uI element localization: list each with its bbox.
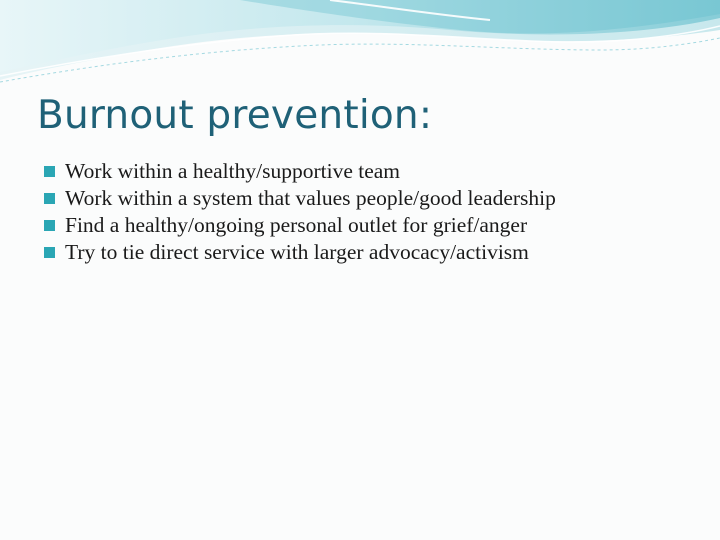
bullet-text: Work within a healthy/supportive team <box>65 159 401 183</box>
slide-title: Burnout prevention: <box>37 93 433 138</box>
square-bullet-icon <box>44 220 55 231</box>
bullet-item <box>44 185 694 212</box>
square-bullet-icon <box>44 247 55 258</box>
bullet-text: Work within a system that values people/good leadership <box>65 186 556 210</box>
bullet-text: Try to tie direct service with larger advocacy/activism <box>65 240 529 264</box>
bullet-list <box>44 158 694 266</box>
square-bullet-icon <box>44 193 55 204</box>
bullet-text: Find a healthy/ongoing personal outlet for grief/anger <box>65 213 528 237</box>
square-bullet-icon <box>44 166 55 177</box>
bullet-item <box>44 239 694 266</box>
bullet-item <box>44 212 694 239</box>
bullet-item <box>44 158 694 185</box>
wave-decoration-icon <box>0 0 720 90</box>
